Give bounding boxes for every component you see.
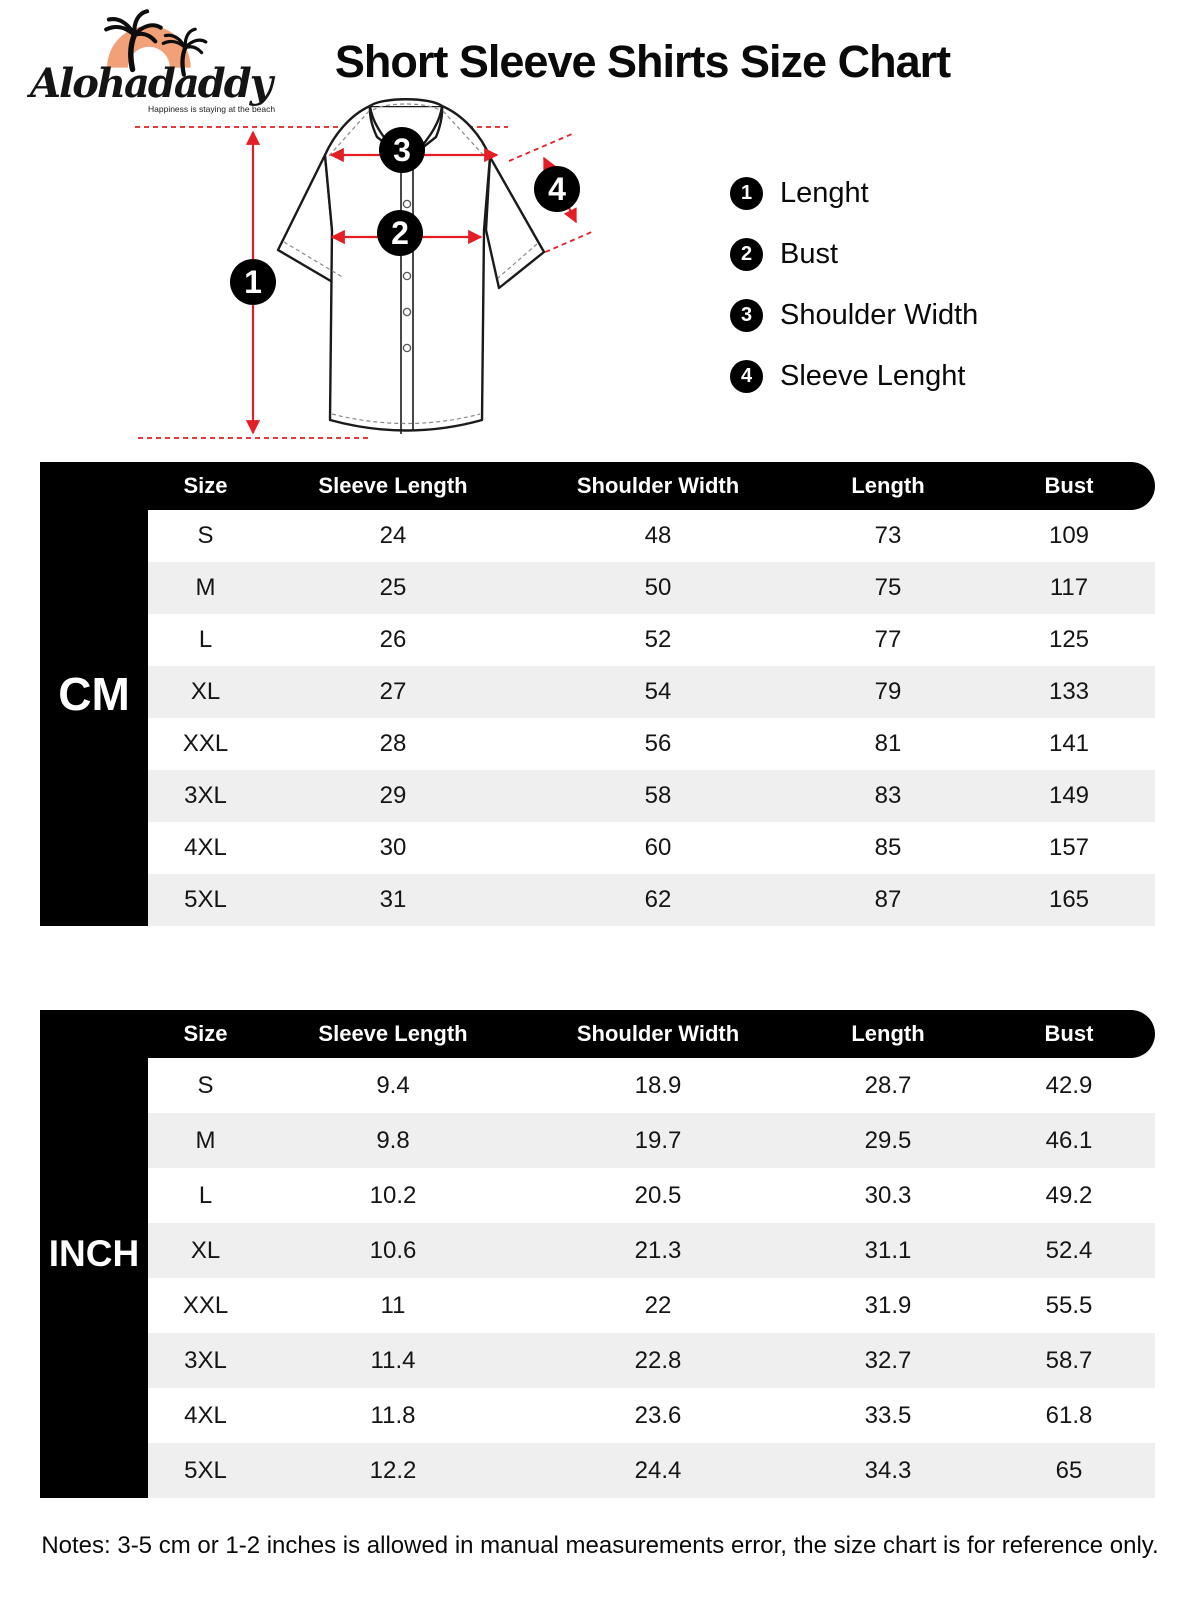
size-row-M <box>148 1113 1155 1168</box>
table-cell: 10.6 <box>369 1236 417 1264</box>
table-cell: 24 <box>379 522 407 549</box>
table-cell: 3XL <box>184 782 227 809</box>
table-cell: 20.5 <box>634 1181 682 1209</box>
legend-label: Shoulder Width <box>780 298 979 331</box>
table-cell: 31.1 <box>864 1236 912 1264</box>
size-row-L <box>148 614 1155 666</box>
table-cell: 62 <box>644 886 672 913</box>
table-cell: 19.7 <box>634 1126 682 1154</box>
size-row-XL <box>148 1223 1155 1278</box>
cm-table-header <box>40 462 1155 510</box>
brand-tagline: Happiness is staying at the beach <box>148 104 276 114</box>
table-cell: 54 <box>644 678 672 705</box>
size-row-S <box>148 510 1155 562</box>
legend-item-shoulder-width <box>730 298 978 332</box>
inch-unit-bar <box>40 1010 148 1498</box>
table-cell: 11 <box>380 1291 406 1319</box>
inch-table-header <box>40 1010 1155 1058</box>
table-cell: 22 <box>644 1291 672 1319</box>
table-cell: 125 <box>1048 626 1090 653</box>
table-cell: 32.7 <box>864 1346 912 1374</box>
table-cell: 109 <box>1048 522 1090 549</box>
legend-item-length <box>730 176 978 210</box>
table-cell: 52 <box>644 626 672 653</box>
table-cell: 48 <box>644 522 672 549</box>
table-cell: 31.9 <box>864 1291 912 1319</box>
table-cell: 117 <box>1049 574 1089 601</box>
svg-text:3: 3 <box>393 132 411 168</box>
table-cell: 30 <box>379 834 407 861</box>
legend-number-badge: 3 <box>730 299 763 332</box>
table-cell: 55.5 <box>1045 1291 1093 1319</box>
legend-label: Lenght <box>780 176 869 209</box>
table-cell: L <box>198 1181 213 1209</box>
table-cell: 52.4 <box>1045 1236 1093 1264</box>
measurement-legend <box>730 176 978 420</box>
table-cell: 5XL <box>184 1456 227 1484</box>
table-cell: 87 <box>874 886 902 913</box>
table-cell: 9.8 <box>376 1126 410 1154</box>
table-cell: 25 <box>379 574 407 601</box>
column-header: Shoulder Width <box>576 1021 740 1046</box>
table-cell: XXL <box>182 1291 229 1319</box>
table-cell: 149 <box>1048 782 1090 809</box>
table-cell: 26 <box>379 626 407 653</box>
table-cell: 10.2 <box>369 1181 417 1209</box>
size-row-4XL <box>148 1388 1155 1443</box>
table-cell: 60 <box>644 834 672 861</box>
table-cell: 31 <box>379 886 407 913</box>
table-cell: 165 <box>1048 886 1090 913</box>
legend-number-badge: 4 <box>730 360 763 393</box>
legend-label: Sleeve Lenght <box>780 359 966 392</box>
table-cell: 42.9 <box>1045 1071 1093 1099</box>
table-cell: XL <box>190 678 221 705</box>
table-cell: 22.8 <box>634 1346 682 1374</box>
size-row-5XL <box>148 874 1155 926</box>
table-cell: 28 <box>379 730 407 757</box>
table-cell: 58 <box>644 782 672 809</box>
size-row-XL <box>148 666 1155 718</box>
table-cell: 4XL <box>184 834 227 861</box>
column-header: Length <box>851 473 925 498</box>
page-title: Short Sleeve Shirts Size Chart <box>334 36 951 87</box>
size-row-4XL <box>148 822 1155 874</box>
table-cell: XXL <box>182 730 229 757</box>
legend-label: Bust <box>780 237 839 270</box>
table-cell: 56 <box>644 730 672 757</box>
table-cell: 46.1 <box>1045 1126 1093 1154</box>
shirt-measurement-diagram <box>120 90 640 450</box>
svg-text:2: 2 <box>391 215 409 251</box>
table-cell: 50 <box>644 574 672 601</box>
size-row-M <box>148 562 1155 614</box>
cm-unit-label: CM <box>58 668 130 720</box>
table-cell: 23.6 <box>634 1401 682 1429</box>
column-header: Size <box>183 1021 228 1046</box>
column-header: Sleeve Length <box>318 1021 468 1046</box>
table-cell: 4XL <box>184 1401 227 1429</box>
column-header: Size <box>183 473 228 498</box>
table-cell: L <box>198 626 213 653</box>
table-cell: 29 <box>379 782 407 809</box>
column-header: Shoulder Width <box>576 473 740 498</box>
legend-item-bust <box>730 237 978 271</box>
column-header: Length <box>851 1021 925 1046</box>
size-row-5XL <box>148 1443 1155 1498</box>
table-cell: 30.3 <box>864 1181 912 1209</box>
size-row-XXL <box>148 718 1155 770</box>
cm-unit-bar <box>40 462 148 926</box>
table-cell: 77 <box>874 626 902 653</box>
size-row-L <box>148 1168 1155 1223</box>
table-cell: 3XL <box>184 1346 227 1374</box>
table-cell: XL <box>190 1236 221 1264</box>
table-cell: 11.8 <box>370 1401 416 1429</box>
size-row-3XL <box>148 770 1155 822</box>
table-cell: 21.3 <box>634 1236 682 1264</box>
table-cell: 133 <box>1048 678 1090 705</box>
table-cell: 34.3 <box>864 1456 912 1484</box>
table-cell: 33.5 <box>864 1401 912 1429</box>
table-cell: 12.2 <box>369 1456 417 1484</box>
table-cell: 79 <box>874 678 902 705</box>
inch-unit-label: INCH <box>48 1233 140 1274</box>
legend-item-sleeve-length <box>730 359 978 393</box>
table-cell: 28.7 <box>864 1071 912 1099</box>
svg-text:1: 1 <box>244 264 262 300</box>
table-cell: 9.4 <box>376 1071 410 1099</box>
svg-text:4: 4 <box>548 171 566 207</box>
column-header: Sleeve Length <box>318 473 468 498</box>
legend-number-badge: 1 <box>730 177 763 210</box>
table-cell: 83 <box>874 782 902 809</box>
table-cell: 24.4 <box>634 1456 682 1484</box>
table-cell: 58.7 <box>1045 1346 1093 1374</box>
column-header: Bust <box>1044 473 1094 498</box>
table-cell: 5XL <box>184 886 227 913</box>
table-cell: 75 <box>874 574 902 601</box>
table-cell: 73 <box>874 522 902 549</box>
cm-table-rows <box>148 510 1155 926</box>
table-cell: 65 <box>1055 1456 1083 1484</box>
inch-size-table <box>40 1010 1155 1498</box>
shirt-diagram-icon <box>120 90 640 450</box>
table-cell: 81 <box>874 730 902 757</box>
size-row-3XL <box>148 1333 1155 1388</box>
table-cell: 11.4 <box>370 1346 416 1374</box>
size-row-XXL <box>148 1278 1155 1333</box>
table-cell: S <box>197 522 214 549</box>
inch-table-rows <box>148 1058 1155 1498</box>
table-cell: M <box>195 1126 216 1154</box>
table-cell: M <box>195 574 216 601</box>
table-cell: 27 <box>379 678 407 705</box>
brand-name: Alohadaddy <box>30 60 271 107</box>
column-header: Bust <box>1044 1021 1094 1046</box>
measurement-note: Notes: 3-5 cm or 1-2 inches is allowed in manual measurements error, the size chart is for reference only. <box>41 1532 1159 1559</box>
legend-number-badge: 2 <box>730 238 763 271</box>
table-cell: 157 <box>1048 834 1090 861</box>
table-cell: 141 <box>1048 730 1090 757</box>
table-cell: 85 <box>874 834 902 861</box>
cm-size-table <box>40 462 1155 926</box>
table-cell: 29.5 <box>864 1126 912 1154</box>
table-cell: S <box>197 1071 214 1099</box>
table-cell: 49.2 <box>1045 1181 1093 1209</box>
table-cell: 18.9 <box>634 1071 682 1099</box>
table-cell: 61.8 <box>1045 1401 1093 1429</box>
size-row-S <box>148 1058 1155 1113</box>
